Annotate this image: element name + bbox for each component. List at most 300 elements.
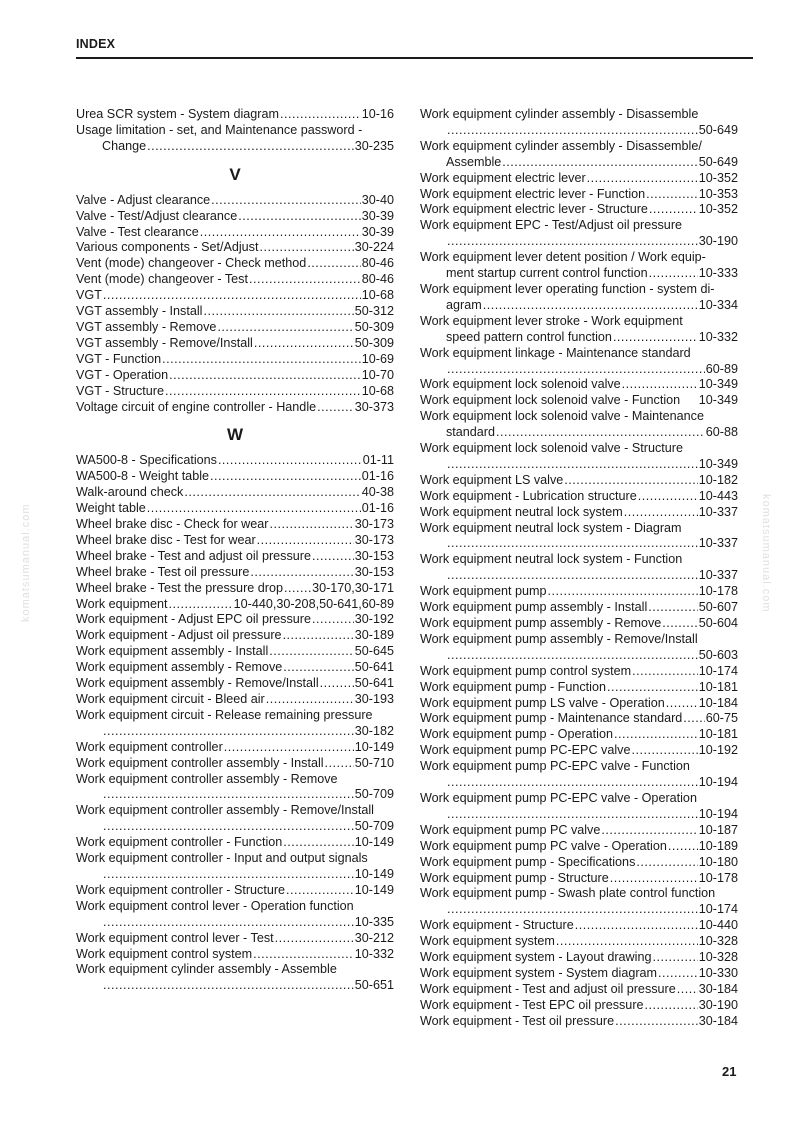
index-entry bbox=[76, 193, 394, 209]
index-entry-title: Voltage circuit of engine controller - Handle bbox=[76, 399, 317, 414]
index-entry bbox=[420, 139, 738, 171]
leader-dots bbox=[601, 823, 697, 839]
index-entry-page: 10-181 bbox=[698, 679, 738, 694]
index-entry bbox=[76, 368, 394, 384]
index-entry-page: 10-352 bbox=[698, 202, 738, 217]
leader-dots bbox=[238, 209, 361, 225]
index-entry-leader-line bbox=[76, 978, 394, 994]
index-entry-title: Valve - Test clearance bbox=[76, 224, 199, 239]
index-entry-page: 10-181 bbox=[698, 727, 738, 742]
leader-dots bbox=[575, 918, 698, 934]
index-entry-leader-line bbox=[76, 193, 394, 209]
index-entry-page: 30-189 bbox=[354, 628, 394, 643]
index-entry-title: Work equipment pump PC valve bbox=[420, 822, 601, 837]
index-entry bbox=[76, 209, 394, 225]
index-entry-page: 50-603 bbox=[698, 647, 738, 662]
index-entry bbox=[420, 918, 738, 934]
index-entry bbox=[420, 393, 738, 409]
index-entry-title: Work equipment pump - Specifications bbox=[420, 854, 636, 869]
index-column-left bbox=[76, 107, 394, 994]
leader-dots bbox=[147, 139, 354, 155]
index-entry-title: Usage limitation - set, and Maintenance password - bbox=[76, 122, 363, 137]
index-entry-title: Valve - Test/Adjust clearance bbox=[76, 208, 238, 223]
index-entry-page: 30-173 bbox=[354, 532, 394, 547]
index-entry-title: Work equipment cylinder assembly - Disassemble bbox=[420, 107, 699, 121]
leader-dots bbox=[203, 304, 353, 320]
index-entry-page: 10-332 bbox=[698, 329, 738, 344]
index-entry bbox=[76, 772, 394, 804]
index-entry-leader-line bbox=[420, 727, 738, 743]
leader-dots bbox=[169, 368, 361, 384]
index-entry-page: 30-182 bbox=[354, 723, 394, 738]
leader-dots bbox=[607, 680, 698, 696]
leader-dots bbox=[447, 123, 698, 139]
index-entry bbox=[420, 759, 738, 791]
index-entry-leader-line bbox=[420, 584, 738, 600]
index-entry bbox=[76, 107, 394, 123]
leader-dots bbox=[283, 660, 354, 676]
index-entry-page: 30-193 bbox=[354, 692, 394, 706]
index-entry-title: Work equipment neutral lock system - Function bbox=[420, 552, 683, 567]
index-entry-leader-line bbox=[76, 549, 394, 565]
page-number: 21 bbox=[722, 1064, 737, 1079]
index-entry bbox=[420, 600, 738, 616]
index-entry-page: 30-373 bbox=[354, 399, 394, 414]
index-entry bbox=[420, 664, 738, 680]
index-entry-leader-line bbox=[76, 501, 394, 517]
index-entry bbox=[76, 485, 394, 501]
index-entry-leader-line bbox=[420, 966, 738, 982]
leader-dots bbox=[275, 931, 354, 947]
index-entry-leader-line bbox=[76, 644, 394, 660]
leader-dots bbox=[447, 775, 698, 791]
index-entry bbox=[76, 320, 394, 336]
index-entry-title: Weight table bbox=[76, 501, 146, 516]
leader-dots bbox=[447, 902, 698, 918]
leader-dots bbox=[649, 266, 698, 282]
index-entry-title: Work equipment electric lever - Structure bbox=[420, 202, 648, 217]
index-entry-page: 10-174 bbox=[698, 902, 738, 917]
leader-dots bbox=[210, 469, 361, 485]
leader-dots bbox=[249, 272, 361, 288]
index-entry bbox=[420, 950, 738, 966]
index-entry-leader-line bbox=[420, 473, 738, 489]
index-entry-leader-line bbox=[420, 648, 738, 664]
index-entry-title: Work equipment - Test oil pressure bbox=[420, 1013, 615, 1028]
index-entry-page: 10-174 bbox=[698, 663, 738, 678]
index-entry-leader-line bbox=[420, 807, 738, 823]
index-entry bbox=[76, 565, 394, 581]
index-entry bbox=[76, 947, 394, 963]
index-entry bbox=[420, 377, 738, 393]
index-entry bbox=[76, 740, 394, 756]
index-entry-page: 10-330 bbox=[698, 965, 738, 980]
leader-dots bbox=[613, 330, 698, 346]
index-entry-title: Work equipment pump - Function bbox=[420, 679, 606, 694]
index-entry-page: 30-39 bbox=[361, 208, 394, 223]
index-entry-leader-line bbox=[76, 740, 394, 756]
index-entry-page: 10-443 bbox=[698, 488, 738, 503]
index-entry-page: 60-89 bbox=[705, 361, 738, 376]
index-entry-leader-line bbox=[420, 298, 738, 314]
index-entry-title: Work equipment linkage - Maintenance standard bbox=[420, 345, 691, 360]
index-entry bbox=[420, 839, 738, 855]
index-entry-page: 10-333 bbox=[698, 266, 738, 281]
index-entry-title: Work equipment pump - Maintenance standard bbox=[420, 711, 683, 726]
index-entry-leader-line bbox=[420, 330, 738, 346]
index-entry-title: Work equipment controller bbox=[76, 739, 223, 754]
index-entry-page: 30-184 bbox=[698, 1013, 738, 1028]
index-entry-title: VGT assembly - Remove/Install bbox=[76, 335, 253, 350]
leader-dots bbox=[280, 107, 361, 123]
index-entry-page: 10-192 bbox=[698, 743, 738, 758]
index-entry bbox=[76, 708, 394, 740]
index-entry-leader-line bbox=[420, 155, 738, 171]
index-entry-title: Work equipment pump PC-EPC valve bbox=[420, 743, 631, 758]
index-entry-title: Work equipment lever operating function - system di- bbox=[420, 281, 715, 296]
index-entry-leader-line bbox=[76, 225, 394, 241]
index-entry-page: 50-309 bbox=[354, 319, 394, 334]
index-entry-title: Work equipment pump PC-EPC valve - Operation bbox=[420, 790, 697, 805]
index-entry-page: 10-337 bbox=[698, 568, 738, 583]
index-entry-page: 60-88 bbox=[705, 425, 738, 440]
leader-dots bbox=[632, 664, 698, 680]
leader-dots bbox=[286, 883, 354, 899]
index-entry-title: Work equipment controller - Function bbox=[76, 835, 283, 850]
index-entry bbox=[76, 835, 394, 851]
index-entry-page: 50-607 bbox=[698, 600, 738, 615]
leader-dots bbox=[447, 568, 698, 584]
index-entry bbox=[76, 692, 394, 708]
index-entry-leader-line bbox=[76, 883, 394, 899]
index-entry bbox=[76, 660, 394, 676]
index-entry-leader-line bbox=[420, 202, 738, 218]
index-entry-leader-line bbox=[420, 123, 738, 139]
index-entry-title: Various components - Set/Adjust bbox=[76, 240, 259, 255]
index-entry-title: Work equipment lock solenoid valve - Maintenance bbox=[420, 409, 704, 424]
index-entry-leader-line bbox=[420, 505, 738, 521]
index-entry-page: 50-649 bbox=[698, 122, 738, 137]
index-entry-page: 10-69 bbox=[361, 351, 394, 366]
index-entry-title: Work equipment circuit - Bleed air bbox=[76, 692, 265, 706]
index-entry-page: 01-16 bbox=[361, 469, 394, 484]
index-entry-leader-line bbox=[76, 565, 394, 581]
index-entry-page: 10-334 bbox=[698, 297, 738, 312]
index-entry-page: 10-337 bbox=[698, 536, 738, 551]
index-entry bbox=[76, 288, 394, 304]
leader-dots bbox=[447, 536, 698, 552]
index-entry-title: Work equipment electric lever - Function bbox=[420, 186, 646, 201]
leader-dots bbox=[257, 533, 354, 549]
index-entry-title: Work equipment system - Layout drawing bbox=[420, 950, 652, 965]
index-entry-page: 10-70 bbox=[361, 367, 394, 382]
index-entry-title: Work equipment pump - Swash plate control function bbox=[420, 886, 716, 901]
index-entry bbox=[76, 883, 394, 899]
index-entry-page: 10-349 bbox=[698, 377, 738, 392]
index-entry-page: 50-645 bbox=[354, 644, 394, 659]
index-entry bbox=[420, 489, 738, 505]
index-entry-leader-line bbox=[76, 352, 394, 368]
index-entry-title: Work equipment - Adjust EPC oil pressure bbox=[76, 612, 311, 627]
index-entry-leader-line bbox=[420, 568, 738, 584]
index-entry-title: Work equipment - Lubrication structure bbox=[420, 488, 637, 503]
index-entry bbox=[76, 256, 394, 272]
index-entry-page: 30-40 bbox=[361, 192, 394, 207]
index-entry-leader-line bbox=[76, 288, 394, 304]
leader-dots bbox=[658, 966, 698, 982]
index-entry bbox=[76, 628, 394, 644]
index-entry-title: Work equipment controller assembly - Install bbox=[76, 755, 324, 770]
watermark-right: komatsumanual.com bbox=[760, 494, 772, 613]
index-entry-leader-line bbox=[76, 947, 394, 963]
index-entry bbox=[420, 218, 738, 250]
index-entry-leader-line bbox=[420, 187, 738, 203]
index-entry bbox=[76, 676, 394, 692]
index-entry bbox=[76, 304, 394, 320]
index-entry bbox=[76, 453, 394, 469]
index-entry-page: 10-178 bbox=[698, 584, 738, 599]
index-entry-title: Work equipment lever detent position / Work equip- bbox=[420, 250, 706, 265]
index-entry-leader-line bbox=[76, 320, 394, 336]
leader-dots bbox=[631, 743, 697, 759]
index-entry-page: 10-194 bbox=[698, 806, 738, 821]
index-entry-title: VGT assembly - Install bbox=[76, 304, 203, 319]
index-entry-page: 10-349 bbox=[698, 456, 738, 471]
index-entry-leader-line bbox=[420, 171, 738, 187]
leader-dots bbox=[162, 352, 361, 368]
index-entry bbox=[420, 680, 738, 696]
index-entry-leader-line bbox=[76, 931, 394, 947]
index-entry-title: VGT - Function bbox=[76, 351, 162, 366]
index-entry bbox=[76, 533, 394, 549]
index-entry-title: Work equipment neutral lock system - Diagram bbox=[420, 520, 682, 535]
index-entry-leader-line bbox=[420, 823, 738, 839]
index-entry-leader-line bbox=[420, 839, 738, 855]
leader-dots bbox=[649, 202, 698, 218]
index-entry-page: 10-182 bbox=[698, 472, 738, 487]
leader-dots bbox=[662, 616, 698, 632]
index-entry bbox=[76, 597, 394, 613]
leader-dots bbox=[211, 193, 361, 209]
index-entry-leader-line bbox=[76, 517, 394, 533]
index-entry-title: WA500-8 - Weight table bbox=[76, 469, 209, 484]
index-entry-page: 50-651 bbox=[354, 978, 394, 993]
index-entry-leader-line bbox=[76, 692, 394, 708]
index-entry-page: 50-641 bbox=[354, 660, 394, 675]
leader-dots bbox=[312, 612, 354, 628]
index-entry-title: Wheel brake - Test the pressure drop bbox=[76, 580, 283, 595]
index-entry-leader-line bbox=[76, 915, 394, 931]
header-title: INDEX bbox=[76, 37, 116, 51]
index-entry bbox=[420, 171, 738, 187]
index-entry bbox=[420, 314, 738, 346]
index-entry-title: Work equipment electric lever bbox=[420, 170, 586, 185]
index-entry-title: Vent (mode) changeover - Test bbox=[76, 272, 248, 287]
section-letter: V bbox=[229, 164, 241, 184]
index-entry-title: Work equipment - Test and adjust oil pressure bbox=[420, 981, 676, 996]
leader-dots bbox=[200, 225, 361, 241]
index-entry-title: WA500-8 - Specifications bbox=[76, 453, 217, 468]
index-entry bbox=[76, 612, 394, 628]
index-entry-page: 10-349 bbox=[698, 393, 738, 408]
leader-dots bbox=[615, 1014, 698, 1030]
index-entry-title: Work equipment cylinder assembly - Disassemble/ bbox=[420, 138, 702, 153]
index-entry-continuation: Assemble bbox=[446, 154, 502, 169]
index-entry-title: VGT assembly - Remove bbox=[76, 319, 217, 334]
index-entry bbox=[76, 501, 394, 517]
index-entry-leader-line bbox=[76, 107, 394, 123]
index-entry-leader-line bbox=[420, 743, 738, 759]
leader-dots bbox=[103, 787, 354, 803]
index-entry-page: 30-153 bbox=[354, 548, 394, 563]
index-entry bbox=[76, 240, 394, 256]
index-entry-title: Work equipment pump PC-EPC valve - Function bbox=[420, 759, 690, 774]
index-entry-leader-line bbox=[76, 304, 394, 320]
index-entry-page: 10-68 bbox=[361, 383, 394, 398]
index-entry-page: 60-75 bbox=[705, 711, 738, 726]
index-entry-title: Wheel brake - Test and adjust oil pressure bbox=[76, 548, 311, 563]
leader-dots bbox=[168, 597, 232, 613]
index-entry-leader-line bbox=[76, 453, 394, 469]
index-entry bbox=[420, 1014, 738, 1030]
index-entry-page: 10-178 bbox=[698, 870, 738, 885]
index-entry-leader-line bbox=[420, 871, 738, 887]
index-entry bbox=[420, 552, 738, 584]
index-entry-page: 30-190 bbox=[698, 997, 738, 1012]
index-entry-leader-line bbox=[420, 680, 738, 696]
leader-dots bbox=[320, 676, 354, 692]
index-entry-leader-line bbox=[420, 362, 738, 378]
index-entry-leader-line bbox=[76, 384, 394, 400]
index-entry-page: 30-192 bbox=[354, 612, 394, 627]
index-entry bbox=[420, 282, 738, 314]
index-entry bbox=[76, 336, 394, 352]
index-entry-leader-line bbox=[76, 400, 394, 416]
index-entry bbox=[76, 225, 394, 241]
leader-dots bbox=[259, 240, 353, 256]
index-entry-title: Vent (mode) changeover - Check method bbox=[76, 256, 307, 271]
index-entry-leader-line bbox=[76, 867, 394, 883]
leader-dots bbox=[254, 336, 354, 352]
leader-dots bbox=[218, 453, 362, 469]
index-entry bbox=[76, 899, 394, 931]
index-entry-title: Work equipment - Test EPC oil pressure bbox=[420, 997, 644, 1012]
index-entry-leader-line bbox=[420, 425, 738, 441]
leader-dots bbox=[666, 696, 698, 712]
index-entry-continuation: standard bbox=[446, 425, 496, 440]
index-entry-continuation: ment startup current control function bbox=[446, 266, 648, 281]
leader-dots bbox=[610, 871, 698, 887]
index-entry bbox=[420, 202, 738, 218]
index-entry-page: 30-39 bbox=[361, 224, 394, 239]
index-entry-title: Work equipment pump PC valve - Operation bbox=[420, 838, 667, 853]
leader-dots bbox=[307, 256, 360, 272]
index-entry-page: 10-149 bbox=[354, 866, 394, 881]
index-entry-page: 50-641 bbox=[354, 676, 394, 691]
index-entry-leader-line bbox=[420, 234, 738, 250]
index-entry-leader-line bbox=[420, 377, 738, 393]
index-entry-title: Work equipment lock solenoid valve - Function bbox=[420, 393, 681, 408]
index-entry bbox=[76, 549, 394, 565]
index-entry-title: Work equipment controller assembly - Remove/Install bbox=[76, 803, 374, 818]
index-entry-page: 30-212 bbox=[354, 930, 394, 945]
index-entry bbox=[76, 517, 394, 533]
leader-dots bbox=[103, 288, 361, 304]
index-column-right bbox=[420, 107, 738, 1030]
leader-dots bbox=[103, 819, 354, 835]
leader-dots bbox=[283, 628, 354, 644]
index-entry-title: Work equipment system - System diagram bbox=[420, 965, 658, 980]
index-entry-title: Work equipment lock solenoid valve bbox=[420, 377, 621, 392]
index-entry bbox=[76, 962, 394, 994]
index-entry-title: Work equipment control system bbox=[76, 946, 253, 961]
leader-dots bbox=[564, 473, 698, 489]
leader-dots bbox=[668, 839, 698, 855]
index-entry bbox=[420, 966, 738, 982]
index-entry-page: 80-46 bbox=[361, 256, 394, 271]
leader-dots bbox=[103, 724, 354, 740]
index-entry-page: 10-440,30-208,50-641,60-89 bbox=[233, 596, 394, 611]
index-entry-page: 50-309 bbox=[354, 335, 394, 350]
index-entry bbox=[76, 931, 394, 947]
index-entry-page: 10-328 bbox=[698, 934, 738, 949]
index-entry-title: Work equipment - Structure bbox=[420, 918, 574, 933]
index-entry-title: Urea SCR system - System diagram bbox=[76, 107, 279, 121]
leader-dots bbox=[502, 155, 697, 171]
index-entry-leader-line bbox=[76, 612, 394, 628]
index-entry bbox=[420, 982, 738, 998]
index-entry bbox=[420, 696, 738, 712]
index-entry-page: 30-170,30-171 bbox=[312, 580, 394, 595]
index-entry-leader-line bbox=[420, 711, 738, 727]
leader-dots bbox=[312, 549, 354, 565]
index-entry-leader-line bbox=[420, 536, 738, 552]
index-entry bbox=[420, 998, 738, 1014]
index-entry-leader-line bbox=[420, 664, 738, 680]
index-entry-leader-line bbox=[76, 660, 394, 676]
index-entry-page: 10-68 bbox=[361, 288, 394, 303]
index-entry-leader-line bbox=[76, 756, 394, 772]
index-entry-title: Valve - Adjust clearance bbox=[76, 192, 211, 207]
index-entry-title: Work equipment pump assembly - Remove bbox=[420, 616, 662, 630]
index-entry-leader-line bbox=[420, 918, 738, 934]
index-entry-page: 10-194 bbox=[698, 775, 738, 790]
index-entry-title: Work equipment pump - Structure bbox=[420, 870, 609, 885]
leader-dots bbox=[224, 740, 354, 756]
index-entry bbox=[76, 803, 394, 835]
index-entry-title: Work equipment pump LS valve - Operation bbox=[420, 695, 665, 710]
index-entry-title: VGT - Operation bbox=[76, 367, 169, 382]
leader-dots bbox=[447, 807, 698, 823]
index-entry-title: VGT bbox=[76, 288, 102, 303]
index-entry-title: Wheel brake disc - Test for wear bbox=[76, 532, 256, 547]
index-entry-page: 10-180 bbox=[698, 854, 738, 869]
index-entry-leader-line bbox=[76, 240, 394, 256]
index-entry bbox=[76, 756, 394, 772]
index-entry bbox=[420, 250, 738, 282]
index-entry bbox=[76, 851, 394, 883]
index-entry-page: 40-38 bbox=[361, 485, 394, 500]
index-entry-page: 50-710 bbox=[354, 755, 394, 770]
index-entry-page: 10-352 bbox=[698, 170, 738, 185]
leader-dots bbox=[483, 298, 698, 314]
index-entry bbox=[420, 871, 738, 887]
index-entry-leader-line bbox=[76, 819, 394, 835]
index-entry-title: Work equipment controller - Input and output signals bbox=[76, 851, 368, 866]
index-entry bbox=[420, 727, 738, 743]
index-entry-title: Work equipment assembly - Install bbox=[76, 644, 269, 659]
index-entry-leader-line bbox=[420, 855, 738, 871]
